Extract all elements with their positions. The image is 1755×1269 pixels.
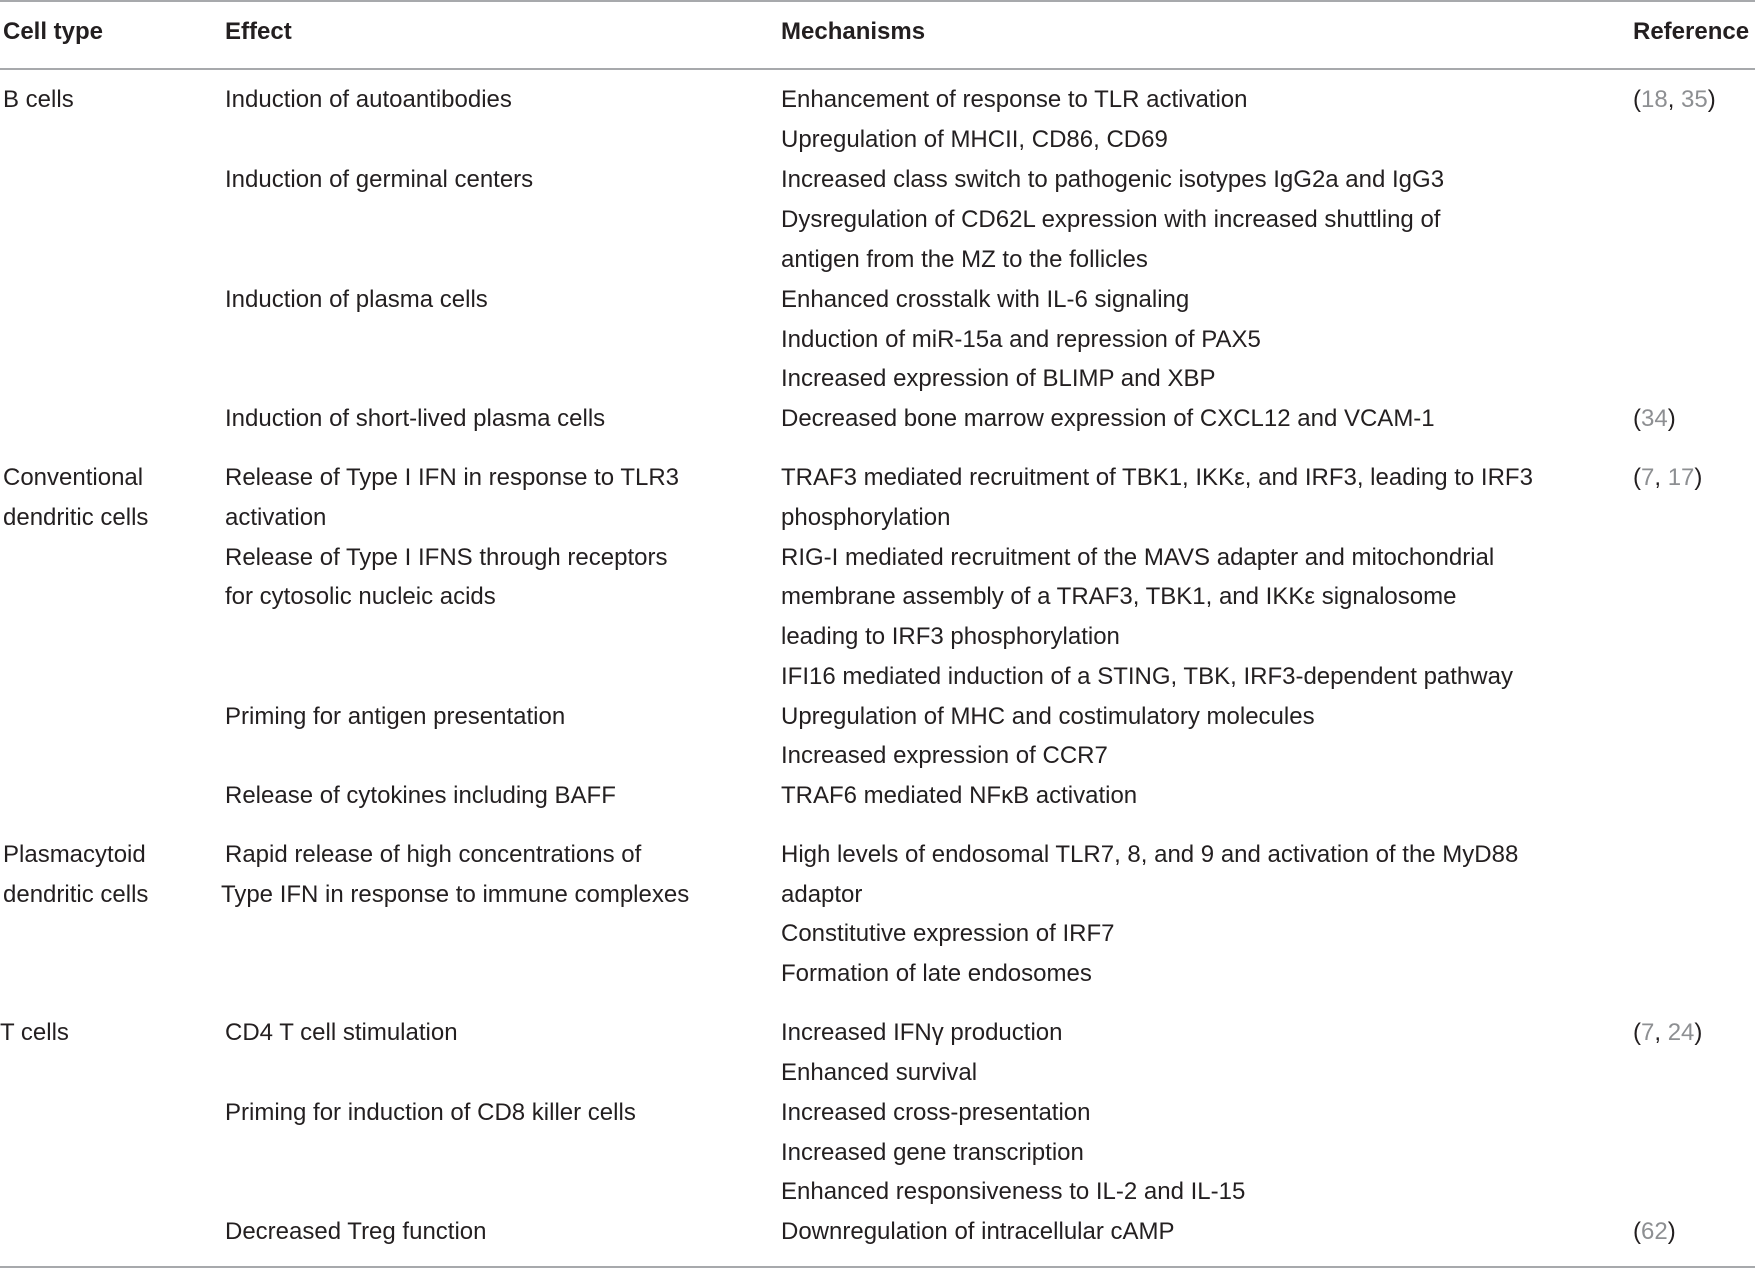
mechanism-text: Enhancement of response to TLR activation: [781, 86, 1248, 113]
reference-citation: [1633, 80, 1716, 120]
ref-link[interactable]: 34: [1641, 405, 1668, 432]
ref-paren-open: (: [1633, 405, 1641, 432]
cell-type-plasmacytoid-dc-line1: Plasmacytoid: [3, 841, 146, 868]
mechanism-text: membrane assembly of a TRAF3, TBK1, and IKKε signalosome: [781, 583, 1457, 610]
ref-paren-close: ): [1694, 1019, 1703, 1046]
cell-type-conventional-dc-line1: Conventional: [3, 464, 144, 491]
mechanism-text: Dysregulation of CD62L expression with increased shuttling of: [781, 206, 1441, 233]
table-top-rule: [0, 0, 1755, 2]
effect-text: Induction of plasma cells: [225, 286, 488, 313]
effect-text: for cytosolic nucleic acids: [225, 583, 496, 610]
effect-text: Release of Type I IFNS through receptors: [225, 544, 668, 571]
mechanism-text: leading to IRF3 phosphorylation: [781, 623, 1120, 650]
ref-link[interactable]: 17: [1667, 464, 1695, 491]
mechanism-text: Enhanced crosstalk with IL-6 signaling: [781, 286, 1190, 313]
ref-separator: ,: [1654, 464, 1668, 491]
ref-paren-open: (: [1633, 1019, 1641, 1046]
reference-citation: [1633, 1013, 1702, 1053]
mechanism-text: High levels of endosomal TLR7, 8, and 9 and activation of the MyD88: [781, 841, 1519, 868]
mechanism-text: TRAF6 mediated NFκB activation: [781, 782, 1138, 809]
effect-text: Induction of germinal centers: [225, 166, 534, 193]
mechanism-text: Upregulation of MHCII, CD86, CD69: [781, 126, 1168, 153]
effect-text: Release of Type I IFN in response to TLR3: [225, 464, 680, 491]
ref-paren-close: ): [1667, 405, 1676, 432]
reference-citation: [1633, 1212, 1676, 1252]
cell-type-t-cells: T cells: [0, 1019, 69, 1046]
mechanism-text: Enhanced survival: [781, 1059, 978, 1086]
effect-text: Induction of autoantibodies: [225, 86, 512, 113]
reference-citation: [1633, 458, 1702, 498]
ref-link[interactable]: 62: [1641, 1218, 1668, 1245]
mechanism-text: Formation of late endosomes: [781, 960, 1092, 987]
mechanism-text: antigen from the MZ to the follicles: [781, 246, 1148, 273]
effect-text: activation: [225, 504, 327, 531]
cell-type-b-cells: B cells: [3, 86, 74, 113]
mechanism-text: Increased cross-presentation: [781, 1099, 1091, 1126]
mechanism-text: Enhanced responsiveness to IL-2 and IL-15: [781, 1178, 1246, 1205]
effect-text: Decreased Treg function: [225, 1218, 487, 1245]
table-header-rule: [0, 68, 1755, 70]
ref-link[interactable]: 24: [1667, 1019, 1695, 1046]
mechanism-text: RIG-I mediated recruitment of the MAVS adapter and mitochondrial: [781, 544, 1495, 571]
effect-text: Release of cytokines including BAFF: [225, 782, 616, 809]
mechanism-text: Induction of miR-15a and repression of PAX5: [781, 326, 1261, 353]
ref-separator: ,: [1667, 86, 1682, 113]
mechanism-text: Increased expression of BLIMP and XBP: [781, 365, 1216, 392]
ref-paren-open: (: [1633, 86, 1641, 113]
effect-text: Induction of short-lived plasma cells: [225, 405, 606, 432]
mechanism-text: Constitutive expression of IRF7: [781, 920, 1115, 947]
ref-link[interactable]: 35: [1681, 86, 1708, 113]
mechanism-text: phosphorylation: [781, 504, 951, 531]
cell-type-conventional-dc-line2: dendritic cells: [3, 504, 149, 531]
ref-link[interactable]: 7: [1641, 1019, 1655, 1046]
effect-text: Rapid release of high concentrations of: [225, 841, 642, 868]
mechanism-text: Increased expression of CCR7: [781, 742, 1108, 769]
mechanism-text: Increased gene transcription: [781, 1139, 1084, 1166]
ref-separator: ,: [1654, 1019, 1668, 1046]
ref-paren-close: ): [1707, 86, 1716, 113]
effect-text: Priming for antigen presentation: [225, 703, 566, 730]
header-reference: Reference: [1633, 18, 1750, 45]
mechanism-text: Upregulation of MHC and costimulatory molecules: [781, 703, 1315, 730]
header-cell-type: Cell type: [3, 18, 104, 45]
header-mechanisms: Mechanisms: [781, 18, 926, 45]
mechanism-text: Increased IFNγ production: [781, 1019, 1063, 1046]
reference-citation: [1633, 399, 1676, 439]
ref-paren-open: (: [1633, 1218, 1641, 1245]
ref-paren-close: ): [1694, 464, 1703, 491]
table-bottom-rule: [0, 1266, 1755, 1268]
ref-link[interactable]: 18: [1641, 86, 1668, 113]
mechanism-text: TRAF3 mediated recruitment of TBK1, IKKε, and IRF3, leading to IRF3: [781, 464, 1533, 491]
mechanism-text: IFI16 mediated induction of a STING, TBK, IRF3-dependent pathway: [781, 663, 1513, 690]
mechanism-text: Downregulation of intracellular cAMP: [781, 1218, 1175, 1245]
cell-type-plasmacytoid-dc-line2: dendritic cells: [3, 881, 149, 908]
ref-link[interactable]: 7: [1641, 464, 1655, 491]
ref-paren-open: (: [1633, 464, 1641, 491]
mechanism-text: Increased class switch to pathogenic isotypes IgG2a and IgG3: [781, 166, 1445, 193]
header-effect: Effect: [225, 18, 292, 45]
mechanism-text: Decreased bone marrow expression of CXCL12 and VCAM-1: [781, 405, 1435, 432]
effect-text: Priming for induction of CD8 killer cells: [225, 1099, 636, 1126]
ref-paren-close: ): [1667, 1218, 1676, 1245]
mechanism-text: adaptor: [781, 881, 863, 908]
effect-text: Type IFN in response to immune complexes: [221, 881, 690, 908]
effect-text: CD4 T cell stimulation: [225, 1019, 458, 1046]
